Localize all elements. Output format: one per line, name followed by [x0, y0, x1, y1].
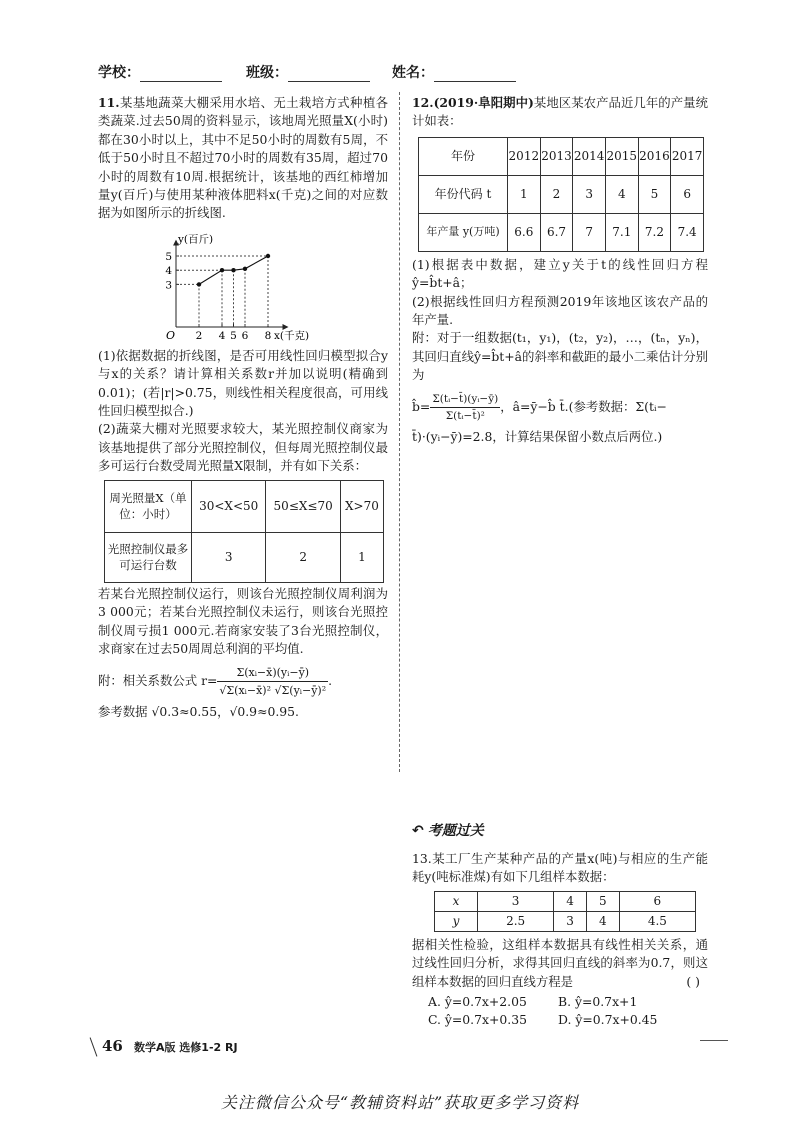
school-label: 学校： — [98, 65, 140, 81]
q11-reference: 参考数据 √0.3≈0.55，√0.9≈0.95. — [98, 704, 299, 720]
q12-row-code — [419, 175, 704, 213]
q12-output-cell: 7 — [573, 213, 606, 251]
q12-ref-part2: t̄)·(yᵢ−ȳ)=2.8，计算结果保留小数点后两位.) — [412, 428, 663, 444]
q11-part1: (1)依据数据的折线图，是否可用线性回归模型拟合y与x的关系？请计算相关系数r并加以说明(精确到0.01)；(若|r|>0.75，则线性相关程度很高，可用线性回归模型拟合.) — [98, 347, 388, 419]
q12-ref-part1: (参考数据：Σ(tᵢ− — [568, 398, 667, 414]
data-point — [266, 254, 270, 258]
q13-option-d[interactable]: D. ŷ=0.7x+0.45 — [558, 1012, 658, 1028]
q13-x-cell: 4 — [554, 891, 587, 911]
q11-formula-fraction — [217, 664, 328, 699]
q12-code-cell: 3 — [573, 175, 606, 213]
q12-note: 附：对于一组数据(t₁，y₁)，(t₂，y₂)，…，(tₙ，yₙ)，其回归直线ŷ=b̂t+â的斜率和截距的最小二乘估计分别为 — [412, 330, 708, 383]
section-header — [412, 820, 484, 840]
q11-formula-numerator: Σ(xᵢ−x̄)(yᵢ−ȳ) — [217, 664, 328, 682]
q12-source: (2019·阜阳期中) — [433, 95, 534, 110]
class-blank — [288, 67, 370, 82]
q11-number: 11. — [98, 95, 120, 110]
q11-cell-range-2: 50≤X≤70 — [266, 480, 340, 532]
y-tick-label: 5 — [165, 250, 172, 263]
q13-option-c[interactable]: C. ŷ=0.7x+0.35 — [428, 1012, 527, 1028]
q12-output-cell: 7.2 — [638, 213, 671, 251]
x-tick-label: 4 — [218, 329, 226, 342]
q13-head-y: y — [435, 911, 478, 931]
q11-after: 若某台光照控制仪运行，则该台光照控制仪周利润为3 000元；若某台光照控制仪未运行，则该台光照控制仪周亏损1 000元.若商家安装了3台光照控制仪，求商家在过去50周周总利润的平均值. — [98, 585, 388, 656]
q12-part1: (1)根据表中数据，建立y关于t的线性回归方程ŷ=b̂t+â； — [412, 256, 708, 291]
column-divider — [399, 92, 400, 772]
q12-year-cell: 2012 — [508, 137, 541, 175]
q12-output-table — [418, 137, 704, 252]
q12-head-code: 年份代码 t — [419, 175, 508, 213]
q13-x-cell: 5 — [586, 891, 619, 911]
q13-answer-paren: ( ) — [686, 973, 700, 989]
school-field — [98, 62, 222, 82]
q12-output-cell: 7.4 — [671, 213, 704, 251]
q12-b-numerator: Σ(tᵢ−t̄)(yᵢ−ȳ) — [430, 391, 500, 408]
q13-intro: 13.某工厂生产某种产品的产量x(吨)与相应的生产能耗y(吨标准煤)有如下几组样本数据： — [412, 851, 708, 885]
q11-intro: 11.某基地蔬菜大棚采用水培、无土栽培方式种植各类蔬菜.过去50周的资料显示，该地周光照量X(小时)都在30小时以上，其中不足50小时的周数有5周，不低于50小时且不超过70小时的周数有35周，超过70小时的周数有10周.根据统计，该基地的西红柿增加量y(百斤)与使用某种液体肥料x(千克)之间的对应数据为如图所示的折线图. — [98, 95, 388, 221]
x-tick-label: 8 — [264, 329, 272, 342]
q11-cell-header-1: 周光照量X（单位：小时） — [105, 480, 192, 532]
q13-y-cell: 4.5 — [619, 911, 695, 931]
q12-part2: (2)根据线性回归方程预测2019年该地区该农产品的年产量. — [412, 293, 708, 328]
q12-code-cell: 4 — [605, 175, 638, 213]
q13-row-y — [435, 911, 696, 931]
q13-options — [412, 993, 708, 1030]
q13-y-cell: 3 — [554, 911, 587, 931]
name-blank — [434, 67, 516, 82]
page-footer — [93, 1036, 238, 1057]
q11-table-row-1 — [105, 480, 384, 532]
y-tick-label: 3 — [165, 279, 172, 292]
q11-cell-range-1: 30<X<50 — [192, 480, 266, 532]
q12-formula — [412, 391, 708, 424]
class-label: 班级： — [246, 65, 288, 81]
q12-output-cell: 6.6 — [508, 213, 541, 251]
footer-rule — [700, 1040, 728, 1041]
footer-slash — [90, 1037, 98, 1056]
q13-head-x: x — [435, 891, 478, 911]
q12-year-cell: 2016 — [638, 137, 671, 175]
data-point — [197, 282, 201, 286]
q11-part2: (2)蔬菜大棚对光照要求较大，某光照控制仪商家为该基地提供了部分光照控制仪，但每周光照控制仪最多可运行台数受周光照量X限制，并有如下关系： — [98, 421, 388, 474]
q12-code-cell: 1 — [508, 175, 541, 213]
name-label: 姓名： — [392, 65, 434, 81]
q12-output-cell: 6.7 — [540, 213, 573, 251]
q11-cell-header-2: 光照控制仪最多可运行台数 — [105, 532, 192, 582]
q12-b-label: b̂= — [412, 398, 431, 414]
q13-option-a[interactable]: A. ŷ=0.7x+2.05 — [428, 994, 527, 1010]
q12-number: 12. — [412, 95, 434, 110]
question-12 — [412, 94, 708, 446]
q12-b-denominator: Σ(tᵢ−t̄)² — [445, 409, 485, 422]
q12-year-cell: 2015 — [605, 137, 638, 175]
q12-code-cell: 5 — [638, 175, 671, 213]
q13-row-x — [435, 891, 696, 911]
q13-x-cell: 3 — [478, 891, 554, 911]
q12-b-fraction — [430, 391, 500, 424]
q13-option-b[interactable]: B. ŷ=0.7x+1 — [558, 994, 638, 1010]
q13-number: 13. — [412, 851, 432, 866]
question-11 — [98, 94, 388, 722]
data-point — [243, 266, 247, 270]
chart-plot — [165, 232, 309, 341]
q12-head-output: 年产量 y(万吨) — [419, 213, 508, 251]
q11-light-table — [104, 480, 384, 583]
class-field — [246, 62, 370, 82]
x-axis-label: x(千克) — [274, 329, 310, 342]
x-tick-label: 6 — [241, 329, 249, 342]
q11-formula-denominator: √Σ(xᵢ−x̄)² √Σ(yᵢ−ȳ)² — [219, 684, 327, 698]
q11-cell-count-2: 2 — [266, 532, 340, 582]
question-13 — [412, 850, 708, 1030]
school-blank — [140, 67, 222, 82]
q12-year-cell: 2013 — [540, 137, 573, 175]
x-tick-label: 2 — [195, 329, 203, 342]
q12-row-year — [419, 137, 704, 175]
footer-slogan: 关注微信公众号“教辅资料站”获取更多学习资料 — [220, 1093, 580, 1112]
q13-body: 据相关性检验，这组样本数据具有线性相关关系，通过线性回归分析，求得其回归直线的斜率为0.7，则这组样本数据的回归直线方程是 ( ) — [412, 936, 708, 991]
y-tick-label: 4 — [165, 265, 172, 278]
q12-output-cell: 7.1 — [605, 213, 638, 251]
q12-year-cell: 2017 — [671, 137, 704, 175]
q12-row-output — [419, 213, 704, 251]
q12-head-year: 年份 — [419, 137, 508, 175]
q11-cell-count-1: 3 — [192, 532, 266, 582]
y-axis-label: y(百斤) — [178, 233, 214, 246]
q13-x-cell: 6 — [619, 891, 695, 911]
q13-sample-table — [434, 891, 696, 932]
q12-code-cell: 2 — [540, 175, 573, 213]
q13-y-cell: 4 — [586, 911, 619, 931]
q12-a-formula: ，â=ȳ−b̂ t̄. — [500, 398, 569, 414]
page-number: 46 — [102, 1037, 123, 1055]
q11-cell-range-3: X>70 — [340, 480, 383, 532]
q11-line-chart — [98, 227, 388, 345]
data-point — [231, 268, 235, 272]
section-arrow-icon: ↶ — [412, 823, 424, 839]
origin-label: O — [166, 328, 176, 342]
q11-formula: 附：相关系数公式 r= $\frac{\text{Σ(xᵢ−x̄)(yᵢ−ȳ)}}{\text{√Σ(xᵢ−x̄)² √Σ(yᵢ−ȳ)²}}$ . — [98, 666, 333, 698]
q12-year-cell: 2014 — [573, 137, 606, 175]
q11-formula-label: 附：相关系数公式 r= — [98, 673, 218, 689]
q13-y-cell: 2.5 — [478, 911, 554, 931]
x-tick-label: 5 — [230, 329, 237, 342]
book-title: 数学A版 选修1-2 RJ — [133, 1041, 238, 1054]
q11-cell-count-3: 1 — [340, 532, 383, 582]
q12-code-cell: 6 — [671, 175, 704, 213]
q12-intro: 12.(2019·阜阳期中)某地区某农产品近几年的产量统计如表： — [412, 95, 709, 129]
name-field — [392, 62, 516, 82]
section-title: 考题过关 — [427, 823, 484, 839]
q11-table-row-2 — [105, 532, 384, 582]
data-point — [220, 268, 224, 272]
